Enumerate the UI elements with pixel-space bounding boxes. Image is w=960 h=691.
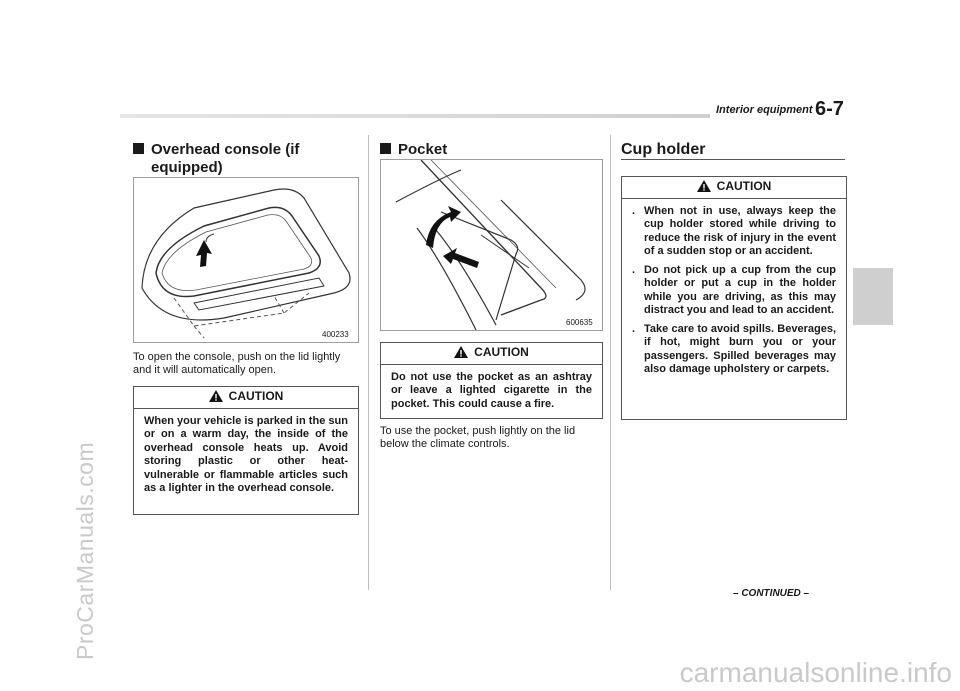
section-title: Interior equipment [716,104,813,116]
pocket-caution [380,342,603,419]
caution-header: CAUTION [134,387,358,409]
pocket-heading: Pocket [380,141,447,159]
overhead-console-instructions: To open the console, push on the lid lightly and it will automatically open. [133,351,341,376]
section-marker-icon [133,143,144,154]
caution-header: CAUTION [622,177,846,199]
heading-rule [621,159,845,160]
watermark-procarmanuals: ProCarManuals.com [72,441,98,660]
header-rule [120,114,710,118]
list-item: . Take care to avoid spills. Beverages, if hot, might burn you or your passengers. Spilled beverages may also damage upholstery or carpets. [632,322,836,375]
list-item: . Do not pick up a cup from the cup holder or put a cup in the holder while you are driving, as this may distract you and lead to an accident. [632,263,836,316]
warning-triangle-icon [209,390,223,402]
pocket-instructions: To use the pocket, push lightly on the lid below the climate controls. [380,425,576,450]
overhead-console-illustration [134,178,358,342]
caution-text: When your vehicle is parked in the sun or on a warm day, the inside of the overhead console heats up. Avoid storing plastic or other heat-vulnerable or flammable articles such as a lighter in the overhead console. [144,414,348,494]
figure-code: 400233 [322,330,349,339]
cup-holder-heading: Cup holder [621,141,706,158]
column-divider [368,135,369,590]
list-item: . When not in use, always keep the cup holder stored while driving to reduce the risk of injury in the event of a sudden stop or an accident. [632,204,836,257]
overhead-console-caution [133,386,359,515]
page-number: 6-7 [815,98,844,120]
pocket-figure [380,159,603,331]
cup-holder-caution [621,176,847,420]
chapter-tab [853,268,893,325]
caution-header: CAUTION [381,343,602,365]
section-marker-icon [380,143,391,154]
warning-triangle-icon [454,346,468,358]
watermark-carmanualsonline: carmanualsonline.info [679,657,952,688]
pocket-illustration [381,160,602,330]
figure-code: 600635 [566,318,593,327]
caution-text: Do not use the pocket as an ashtray or leave a lighted cigarette in the pocket. This could cause a fire. [391,370,592,410]
continued-note: – CONTINUED – [733,588,810,599]
warning-triangle-icon [697,180,711,192]
overhead-console-heading: Overhead console (if equipped) [133,141,299,177]
caution-bullet-list [622,199,846,388]
overhead-console-figure [133,177,359,343]
column-divider [610,135,611,590]
